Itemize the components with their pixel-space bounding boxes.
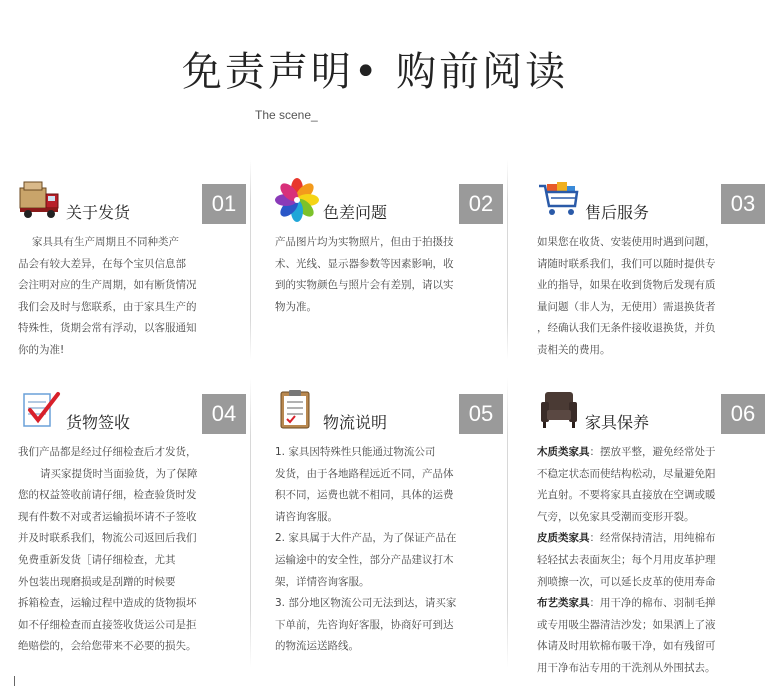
card-shipping (18, 178, 256, 368)
color-wheel-icon (275, 178, 319, 222)
text-segment: ：经常保持清洁，用纯棉布 (589, 532, 716, 545)
text-line: 发货，由于各地路程远近不同，产品体 (275, 467, 454, 480)
card-body (18, 442, 248, 658)
text-line: 绝赔偿的，会给您带来不必要的损失。 (18, 640, 197, 653)
text-line: 架，详情咨询客服。 (275, 575, 370, 588)
text-line: 运输途中的安全性，部分产品建议打木 (275, 553, 454, 566)
text-line: 轻轻拭去表面灰尘；每个月用皮革护理 (537, 553, 716, 566)
clipboard-icon (275, 388, 319, 432)
text-line (537, 593, 767, 615)
text-line: 下单前，先咨询好客服，协商好可到达 (275, 618, 454, 631)
text-segment: ：用干净的棉布、羽制毛掸 (589, 597, 716, 610)
card-logistics (275, 388, 513, 678)
card-receipt (18, 388, 256, 678)
delivery-truck-icon (18, 178, 62, 222)
wood-furniture-label: 木质类家具 (537, 446, 590, 458)
text-line: 现有件数不对或者运输损坏请不子签收 (18, 510, 197, 523)
text-line: 到的实物颜色与照片会有差别，请以实 (275, 279, 454, 292)
corner-mark (14, 676, 15, 686)
card-maintenance (537, 388, 775, 678)
card-number-badge: 01 (202, 184, 246, 224)
text-line: 我们产品都是经过仔细检查后才发货， (18, 446, 197, 458)
card-number-badge: 03 (721, 184, 765, 224)
text-line: 产品图片均为实物照片，但由于拍摄技 (275, 236, 454, 248)
armchair-icon (537, 388, 581, 432)
text-line: 我们会及时与您联系，由于家具生产的 (18, 300, 197, 313)
text-line: 术、光线、显示器参数等因素影响，收 (275, 257, 454, 270)
card-number-badge: 02 (459, 184, 503, 224)
card-body (275, 442, 505, 658)
text-line: 你的为准! (18, 343, 65, 356)
text-line: 光直射。不要将家具直接放在空调或暖 (537, 489, 716, 502)
card-title: 售后服务 (585, 203, 650, 222)
card-title: 物流说明 (323, 413, 388, 432)
card-body (537, 442, 767, 680)
card-body (18, 232, 248, 362)
text-line: 气旁，以免家具受潮而变形开裂。 (537, 510, 695, 523)
text-line: 家具具有生产周期且不同种类产 (32, 236, 179, 248)
text-line: 责相关的费用。 (537, 343, 611, 356)
card-number-badge: 04 (202, 394, 246, 434)
text-line: 积不同，运费也就不相同，具体的运费 (275, 489, 454, 502)
card-after-sales (537, 178, 775, 368)
shopping-cart-icon (537, 178, 581, 222)
text-line: ，经确认我们无条件接收退换货，并负 (537, 322, 716, 335)
text-line: 拆箱检查，运输过程中造成的货物损坏 (18, 597, 197, 610)
text-line: 用干净布沾专用的干洗剂从外围拭去。 (537, 661, 716, 674)
text-line: 会注明对应的生产周期，如有断货情况 (18, 279, 197, 292)
leather-furniture-label: 皮质类家具 (537, 532, 590, 545)
text-line: 的物流运送路线。 (275, 640, 359, 653)
text-line: 请买家提货时当面验货，为了保障 (40, 467, 198, 480)
text-line: 3. 部分地区物流公司无法到达，请买家 (275, 597, 457, 610)
text-line: 如不仔细检查而直接签收货运公司是拒 (18, 618, 197, 631)
text-line: 业的指导，如果在收到货物后发现有质 (537, 279, 716, 292)
text-line: 如果您在收货、安装使用时遇到问题， (537, 236, 716, 248)
text-line: 特殊性，货期会常有浮动，以客服通知 (18, 322, 197, 335)
text-line: 您的权益签收前请仔细，检查验货时发 (18, 489, 197, 502)
text-line: 体请及时用软棉布吸干净，如有残留可 (537, 640, 716, 653)
text-line: 量问题（非人为，无使用）需退换货者 (537, 300, 716, 313)
card-title: 货物签收 (66, 413, 131, 432)
text-line: 请随时联系我们，我们可以随时提供专 (537, 257, 716, 270)
page-title: 免责声明• 购前阅读 (181, 49, 569, 95)
text-line: 剂喷擦一次，可以延长皮革的使用寿命 (537, 575, 716, 588)
card-number-badge: 06 (721, 394, 765, 434)
text-line: 2. 家具属于大件产品，为了保证产品在 (275, 532, 457, 545)
text-line: 不稳定状态而使结构松动，尽量避免阳 (537, 467, 716, 480)
card-body (275, 232, 505, 318)
card-color-difference (275, 178, 513, 368)
text-line: 物为准。 (275, 300, 317, 313)
text-line: 请咨询客服。 (275, 510, 338, 523)
text-line: 品会有较大差异，在每个宝贝信息部 (18, 257, 186, 270)
text-line: 1. 家具因特殊性只能通过物流公司 (275, 446, 436, 458)
text-segment: ：摆放平整，避免经常处于 (589, 446, 716, 458)
text-line: 或专用吸尘器清洁沙发；如果洒上了液 (537, 618, 716, 631)
checklist-icon (18, 388, 62, 432)
fabric-furniture-label: 布艺类家具 (537, 597, 590, 610)
text-line (537, 528, 767, 550)
text-line (537, 442, 767, 464)
page-subtitle: The scene_ (255, 108, 318, 122)
text-line: 免费重新发货［请仔细检查，尤其 (18, 553, 176, 566)
card-title: 关于发货 (66, 203, 131, 222)
card-number-badge: 05 (459, 394, 503, 434)
text-line: 并及时联系我们，物流公司返回后我们 (18, 532, 197, 545)
header (0, 0, 750, 140)
card-body (537, 232, 767, 362)
card-title: 色差问题 (323, 203, 388, 222)
text-line: 外包装出现磨损或是刮蹭的时候要 (18, 575, 176, 588)
card-title: 家具保养 (585, 413, 650, 432)
